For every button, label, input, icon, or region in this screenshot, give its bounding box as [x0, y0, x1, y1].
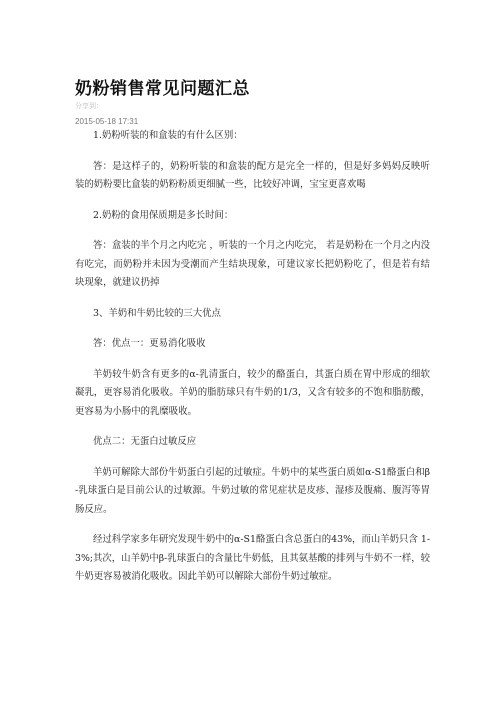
advantage-1-heading: 答：优点一：更易消化吸收 [93, 338, 206, 349]
share-label[interactable]: 分享到： [75, 102, 103, 110]
answer-1: 答：是这样子的，奶粉听装的和盒装的配方是完全一样的，但是好多妈妈反映听装的奶粉要比盒装的奶粉粉质更细腻一些，比较好冲调，宝宝更喜欢喝 [75, 160, 430, 190]
article-body [75, 127, 430, 599]
answer-2: 答：盒装的半个月之内吃完 ，听装的一个月之内吃完， 若是奶粉在一个月之内没有吃完，而奶粉并未因为受潮而产生结块现象，可建议家长把奶粉吃了，但是若有结块现象，就建议扔掉 [75, 240, 430, 288]
advantage-2-heading: 优点二：无蛋白过敏反应 [93, 436, 197, 447]
advantage-1-text: 羊奶较牛奶含有更多的α-乳清蛋白，较少的酪蛋白，其蛋白质在胃中形成的细软凝乳，更容易消化吸收。羊奶的脂肪球只有牛奶的1/3，又含有较多的不饱和脂肪酸，更容易为小肠中的乳糜吸收。 [75, 368, 430, 417]
question-1: 1.奶粉听装的和盒装的有什么区别： [93, 130, 243, 141]
question-3: 3、羊奶和牛奶比较的三大优点 [93, 307, 221, 319]
question-2: 2.奶粉的食用保质期是多长时间： [93, 209, 234, 221]
advantage-2-text: 羊奶可解除大部份牛奶蛋白引起的过敏症。牛奶中的某些蛋白质如α-S1酪蛋白和β-乳球蛋白是目前公认的过敏源。牛奶过敏的常见症状是皮疹、湿疹及腹痛、腹泻等胃肠反应。 [75, 466, 430, 515]
page-title: 奶粉销售常见问题汇总 [75, 79, 250, 99]
publish-date: 2015-05-18 17:31 [75, 117, 139, 126]
advantage-2-research: 经过科学家多年研究发现牛奶中的α-S1酪蛋白含总蛋白的43%，而山羊奶只含 1-3%;其次，山羊奶中β-乳球蛋白的含量比牛奶低，且其氨基酸的排列与牛奶不一样，较牛奶更容易被消化吸收。因此羊奶可以解除大部份牛奶过敏症。 [75, 534, 430, 582]
